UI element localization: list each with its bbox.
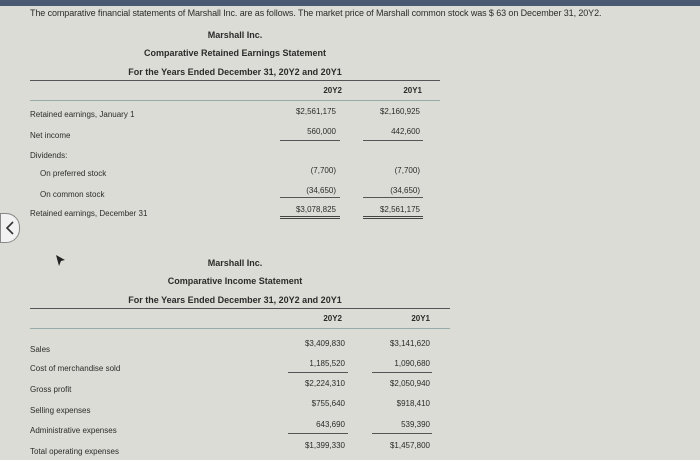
is-row-value: $1,399,330 — [304, 441, 345, 450]
is-row-value: $2,050,940 — [389, 379, 430, 388]
is-statement-title: Comparative Income Statement — [167, 276, 303, 286]
is-row-label: Cost of merchandise sold — [30, 364, 121, 373]
re-row-value: (7,700) — [310, 166, 336, 175]
re-header-rule — [30, 80, 440, 81]
re-row-value: (34,650) — [306, 186, 336, 195]
top-bar — [0, 0, 700, 6]
chevron-left-icon — [5, 221, 15, 235]
re-total-rule — [363, 216, 423, 219]
re-row-label: On common stock — [40, 190, 105, 199]
is-row-value: 643,690 — [316, 420, 345, 429]
re-subtotal-rule — [280, 140, 340, 141]
re-col-20y2: 20Y2 — [323, 86, 342, 95]
is-row-label: Gross profit — [30, 385, 72, 394]
is-row-value: $755,640 — [311, 399, 345, 408]
re-row-label: Retained earnings, December 31 — [30, 209, 148, 218]
re-subtotal-rule — [363, 140, 423, 141]
re-total-rule — [280, 216, 340, 219]
is-row-label: Selling expenses — [30, 406, 91, 415]
is-row-value: $2,224,310 — [304, 379, 345, 388]
is-subtotal-rule — [372, 433, 432, 434]
problem-intro: The comparative financial statements of Marshall Inc. are as follows. The market price of Marshall common stock was $ 63 on December 31, 20Y2. — [30, 8, 602, 18]
re-row-value: $2,561,175 — [295, 107, 336, 116]
re-company-name: Marshall Inc. — [207, 30, 263, 40]
re-row-label: Net income — [30, 131, 71, 140]
re-subtotal-rule — [363, 197, 423, 198]
re-row-label: Dividends: — [30, 151, 68, 160]
is-header-rule — [30, 308, 450, 309]
re-col-20y1: 20Y1 — [403, 86, 422, 95]
is-row-value: $3,141,620 — [389, 339, 430, 348]
is-col-rule — [30, 328, 450, 329]
re-period: For the Years Ended December 31, 20Y2 and 20Y1 — [128, 67, 342, 77]
re-col-rule — [30, 100, 440, 101]
is-row-label: Administrative expenses — [30, 426, 117, 435]
is-col-20y1: 20Y1 — [411, 314, 430, 323]
re-row-label: Retained earnings, January 1 — [30, 110, 135, 119]
re-row-value: $2,561,175 — [379, 205, 420, 214]
re-row-label: On preferred stock — [40, 169, 107, 178]
is-row-value: 1,185,520 — [309, 359, 345, 368]
is-row-value: $1,457,800 — [389, 441, 430, 450]
back-button[interactable] — [0, 213, 20, 243]
is-row-value: 1,090,680 — [394, 359, 430, 368]
re-row-value: 560,000 — [307, 127, 336, 136]
mouse-pointer-icon — [56, 255, 66, 267]
is-row-label: Sales — [30, 345, 51, 354]
re-row-value: $2,160,925 — [379, 107, 420, 116]
is-row-value: $918,410 — [396, 399, 430, 408]
re-row-value: 442,600 — [391, 127, 420, 136]
is-subtotal-rule — [372, 372, 432, 373]
is-subtotal-rule — [288, 372, 348, 373]
re-row-value: (7,700) — [394, 166, 420, 175]
re-subtotal-rule — [280, 197, 340, 198]
is-company-name: Marshall Inc. — [207, 258, 263, 268]
re-statement-title: Comparative Retained Earnings Statement — [143, 48, 327, 58]
is-row-value: 539,390 — [401, 420, 430, 429]
is-row-label: Total operating expenses — [30, 447, 119, 456]
re-row-value: $3,078,825 — [295, 205, 336, 214]
is-row-value: $3,409,830 — [304, 339, 345, 348]
is-period: For the Years Ended December 31, 20Y2 and 20Y1 — [128, 295, 342, 305]
re-row-value: (34,650) — [390, 186, 420, 195]
is-col-20y2: 20Y2 — [323, 314, 342, 323]
is-subtotal-rule — [288, 433, 348, 434]
